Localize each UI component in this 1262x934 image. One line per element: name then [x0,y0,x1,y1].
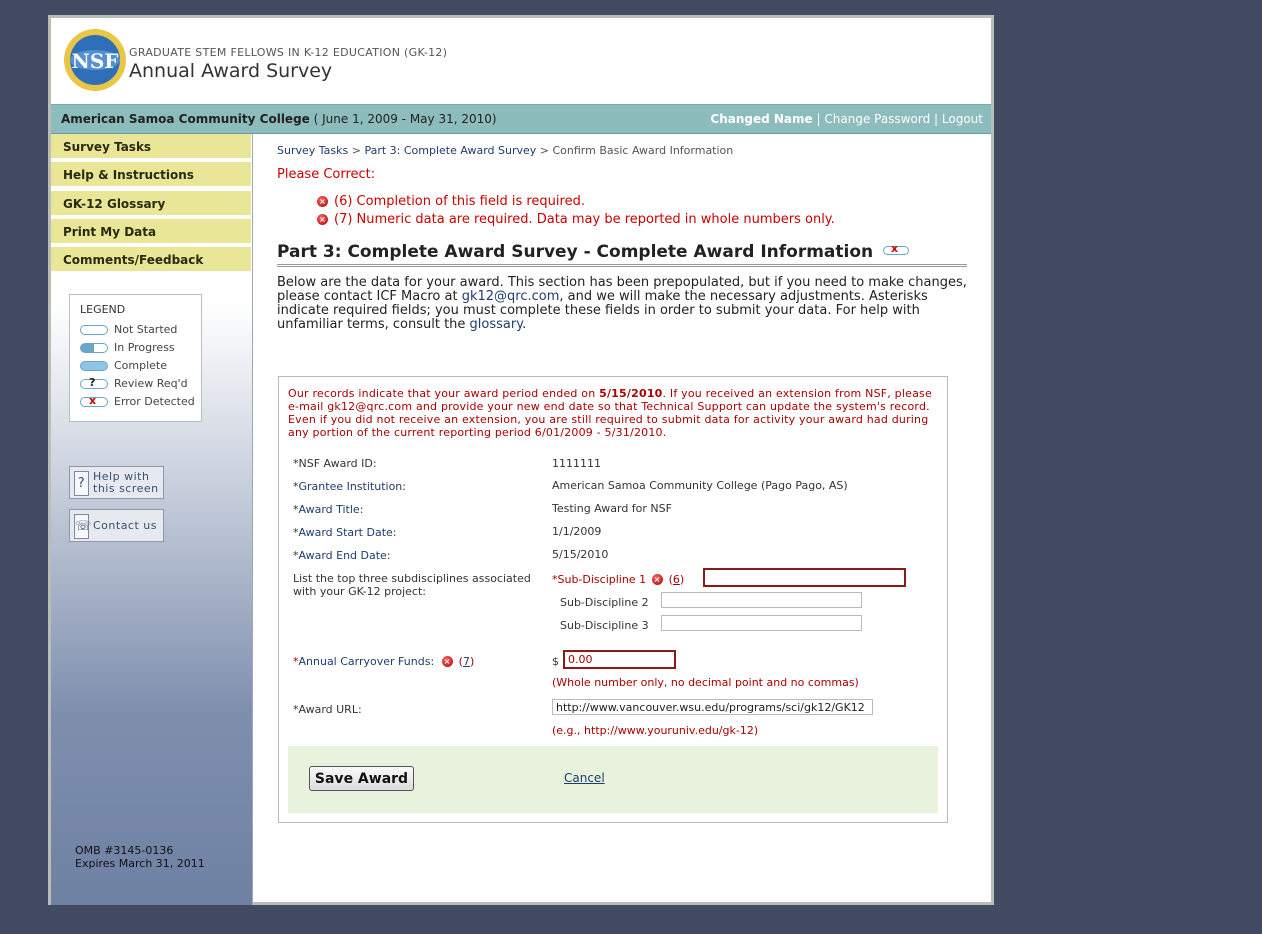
subdiscipline1-label: *Sub-Discipline 1 × (6) [552,573,685,586]
help-screen-label: Help with this screen [93,470,159,495]
sidebar [51,134,253,905]
award-period-notice: Our records indicate that your award period ended on 5/15/2010. If you received an extension from NSF, please e-mail gk12@qrc.com and provide your new end date so that Technical Support can update the system's record. Even if you did not receive an extension, you are still required to submit data for activity your award had during any portion of the current reporting period 6/01/2009 - 5/31/2010. [288,387,932,439]
error-icon: x [80,397,108,407]
crumb-survey-tasks[interactable]: Survey Tasks [277,144,349,157]
award-url-label: *Award URL: [293,703,362,716]
carryover-glossary-link[interactable]: Annual Carryover Funds [298,655,431,668]
award-title-label: *Award Title: [293,503,364,516]
contact-us-button[interactable] [69,509,164,542]
contact-label: Contact us [93,519,157,532]
nsf-logo [63,28,127,92]
error-status-icon: x [883,246,909,255]
nav-comments-feedback[interactable]: Comments/Feedback [51,247,251,273]
subdiscipline3-input[interactable] [661,615,862,631]
page-title: Part 3: Complete Award Survey - Complete Award Information x [277,242,967,267]
award-title-glossary-link[interactable]: Award Title [298,503,360,516]
email-link[interactable]: gk12@qrc.com [461,289,560,304]
error-item: × (7) Numeric data are required. Data may be reported in whole numbers only. [317,212,835,227]
subdiscipline2-input[interactable] [661,592,862,608]
app-title: Annual Award Survey [129,60,333,82]
nav-survey-tasks[interactable]: Survey Tasks [51,134,251,160]
user-name[interactable]: Changed Name [710,112,813,126]
subdiscipline3-label: Sub-Discipline 3 [560,619,649,632]
error-icon: × [317,214,328,225]
form-actions [288,746,938,813]
nav-glossary[interactable]: GK-12 Glossary [51,191,251,217]
institution-value: American Samoa Community College (Pago Pago, AS) [552,479,848,492]
program-name: GRADUATE STEM FELLOWS IN K-12 EDUCATION (GK-12) [129,46,448,59]
subdiscipline1-input[interactable] [703,568,906,587]
currency-symbol: $ [552,655,559,668]
institution-glossary-link[interactable]: Grantee Institution [298,480,403,493]
nav-help-instructions[interactable]: Help & Instructions [51,162,251,188]
award-id-value: 1111111 [552,457,601,470]
question-icon: ? [74,471,89,496]
review-icon: ? [80,379,108,389]
error-icon: × [442,656,453,667]
breadcrumb: Survey Tasks > Part 3: Complete Award Survey > Confirm Basic Award Information [277,144,734,157]
glossary-link[interactable]: glossary [469,317,523,332]
logout-link[interactable]: Logout [941,112,983,126]
award-form [278,376,948,823]
institution-name: American Samoa Community College [61,112,310,126]
error-icon: × [652,574,663,585]
nav-print-data[interactable]: Print My Data [51,219,251,245]
carryover-label: *Annual Carryover Funds: × (7) [293,655,475,668]
award-url-input[interactable] [552,699,873,715]
subdiscipline-prompt: List the top three subdisciplines associated with your GK-12 project: [293,572,531,598]
carryover-error-link[interactable]: 7 [462,655,470,668]
header [51,18,991,102]
subdiscipline2-label: Sub-Discipline 2 [560,596,649,609]
award-id-label: *NSF Award ID: [293,457,377,470]
reporting-period: ( June 1, 2009 - May 31, 2010) [313,112,497,126]
error-item: × (6) Completion of this field is required. [317,194,585,209]
not-started-icon [80,325,108,335]
institution-label: *Grantee Institution: [293,480,406,493]
award-url-hint: (e.g., http://www.youruniv.edu/gk-12) [552,724,759,737]
start-date-label: *Award Start Date: [293,526,397,539]
institution-info [61,112,497,126]
legend: LEGEND Not Started In Progress Complete ? Review Req'd x Error Detected [69,294,202,422]
error-icon: × [317,196,328,207]
svg-text:NSF: NSF [71,49,119,73]
institution-band [51,104,991,134]
carryover-hint: (Whole number only, no decimal point and no commas) [552,676,859,689]
in-progress-icon [80,343,108,353]
phone-icon: ☏ [74,514,89,539]
save-award-button[interactable]: Save Award [309,766,414,791]
errors-heading: Please Correct: [277,167,376,182]
end-date-glossary-link[interactable]: Award End Date [298,549,387,562]
help-screen-button[interactable] [69,466,164,499]
crumb-current: Confirm Basic Award Information [552,144,734,157]
legend-title: LEGEND [80,303,126,316]
omb-notice: OMB #3145-0136 Expires March 31, 2011 [75,844,205,870]
start-date-value: 1/1/2009 [552,525,602,538]
start-date-glossary-link[interactable]: Award Start Date [298,526,393,539]
account-links [710,112,983,126]
end-date-value: 5/15/2010 [552,548,609,561]
separator: | [816,112,821,126]
end-date-label: *Award End Date: [293,549,391,562]
cancel-link[interactable]: Cancel [564,771,605,785]
intro-text: Below are the data for your award. This section has been prepopulated, but if you need to make changes, please contact ICF Macro at gk12@qrc.com, and we will make the necessary adjustments. Asterisks indicate required fields; you must complete these fields in order to submit your data. For help with unfamiliar terms, consult the glossary. [277,275,967,332]
app-frame [48,15,994,905]
subdiscipline1-error-link[interactable]: 6 [672,573,680,586]
change-password-link[interactable]: Change Password [824,112,931,126]
crumb-part3[interactable]: Part 3: Complete Award Survey [364,144,537,157]
carryover-input[interactable] [563,650,676,669]
complete-icon [80,361,108,371]
award-title-value: Testing Award for NSF [552,502,672,515]
separator: | [934,112,939,126]
